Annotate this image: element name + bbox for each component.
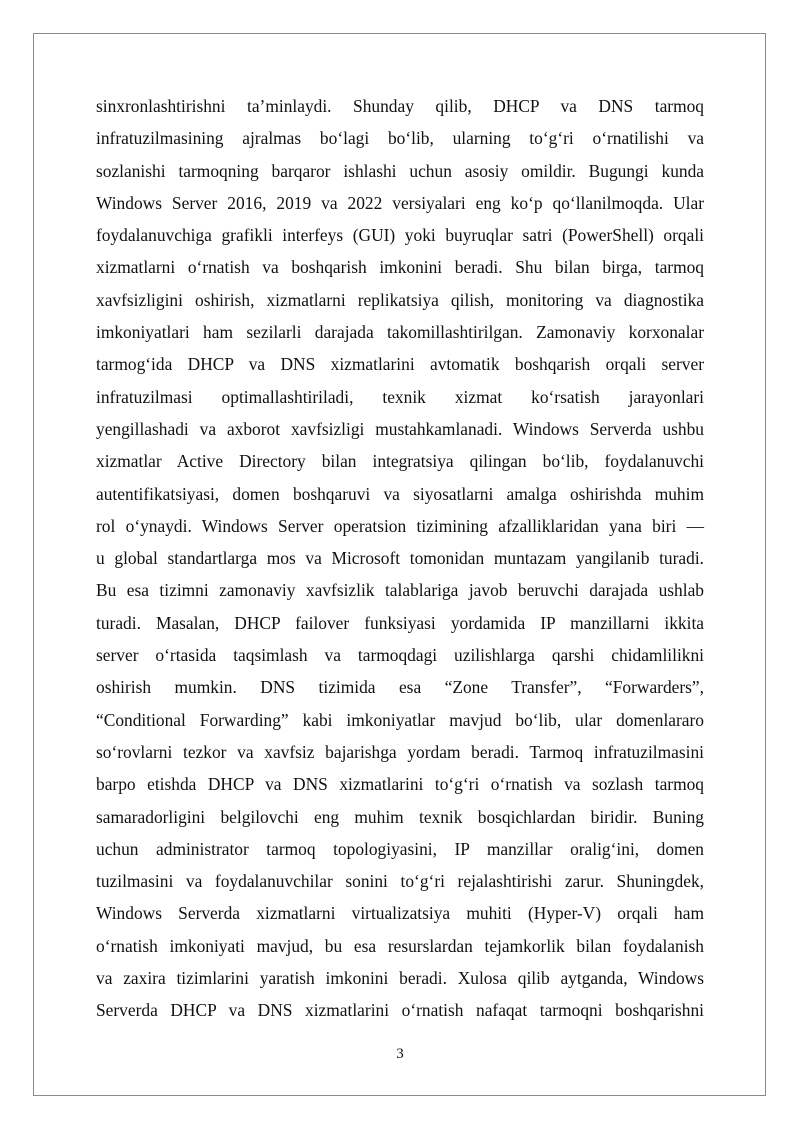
text-line: va zaxira tizimlarini yaratish imkonini beradi. Xulosa qilib aytganda, Windows — [96, 968, 704, 989]
text-line: u global standartlarga mos va Microsoft tomonidan muntazam yangilanib turadi. — [96, 548, 704, 569]
text-line: Bu esa tizimni zamonaviy xavfsizlik talablariga javob beruvchi darajada ushlab — [96, 580, 704, 601]
text-line: so‘rovlarni tezkor va xavfsiz bajarishga yordam beradi. Tarmoq infratuzilmasini — [96, 741, 704, 762]
text-line: yengillashadi va axborot xavfsizligi mustahkamlanadi. Windows Serverda ushbu — [96, 418, 704, 439]
text-line: infratuzilmasining ajralmas bo‘lagi bo‘lib, ularning to‘g‘ri o‘rnatilishi va — [96, 128, 704, 149]
text-line: xavfsizligini oshirish, xizmatlarni replikatsiya qilish, monitoring va diagnostika — [96, 289, 704, 310]
body-text — [96, 90, 704, 1027]
text-line: o‘rnatish imkoniyati mavjud, bu esa resurslardan tejamkorlik bilan foydalanish — [96, 935, 704, 956]
text-line: samaradorligini belgilovchi eng muhim texnik bosqichlardan biridir. Buning — [96, 806, 704, 827]
text-line: barpo etishda DHCP va DNS xizmatlarini to‘g‘ri o‘rnatish va sozlash tarmoq — [96, 774, 704, 795]
text-line: Serverda DHCP va DNS xizmatlarini o‘rnatish nafaqat tarmoqni boshqarishni — [96, 1000, 704, 1021]
text-line: Windows Server 2016, 2019 va 2022 versiyalari eng ko‘p qo‘llanilmoqda. Ular — [96, 192, 704, 213]
text-line: infratuzilmasi optimallashtiriladi, texnik xizmat ko‘rsatish jarayonlari — [96, 386, 704, 407]
text-line: imkoniyatlari ham sezilarli darajada takomillashtirilgan. Zamonaviy korxonalar — [96, 322, 704, 343]
text-line: tarmog‘ida DHCP va DNS xizmatlarini avtomatik boshqarish orqali server — [96, 354, 704, 375]
page-number: 3 — [396, 1046, 404, 1062]
text-line: xizmatlar Active Directory bilan integratsiya qilingan bo‘lib, foydalanuvchi — [96, 451, 704, 472]
text-line: tuzilmasini va foydalanuvchilar sonini to‘g‘ri rejalashtirishi zarur. Shuningdek, — [96, 871, 704, 892]
text-line: sinxronlashtirishni ta’minlaydi. Shunday qilib, DHCP va DNS tarmoq — [96, 96, 704, 116]
text-line: sozlanishi tarmoqning barqaror ishlashi uchun asosiy omildir. Bugungi kunda — [96, 160, 704, 181]
text-line: Windows Serverda xizmatlarni virtualizatsiya muhiti (Hyper-V) orqali ham — [96, 903, 704, 924]
text-line: autentifikatsiyasi, domen boshqaruvi va siyosatlarni amalga oshirishda muhim — [96, 483, 704, 504]
text-line: “Conditional Forwarding” kabi imkoniyatlar mavjud bo‘lib, ular domenlararo — [96, 709, 704, 730]
text-line: foydalanuvchiga grafikli interfeys (GUI) yoki buyruqlar satri (PowerShell) orqali — [96, 225, 704, 246]
text-line: uchun administrator tarmoq topologiyasini, IP manzillar oralig‘ini, domen — [96, 838, 704, 859]
text-line: rol o‘ynaydi. Windows Server operatsion tizimining afzalliklaridan yana biri — — [96, 515, 704, 536]
text-line: server o‘rtasida taqsimlash va tarmoqdagi uzilishlarga qarshi chidamlilikni — [96, 645, 704, 666]
text-line: oshirish mumkin. DNS tizimida esa “Zone Transfer”, “Forwarders”, — [96, 677, 704, 698]
text-line: turadi. Masalan, DHCP failover funksiyasi yordamida IP manzillarni ikkita — [96, 612, 704, 633]
text-line: xizmatlarni o‘rnatish va boshqarish imkonini beradi. Shu bilan birga, tarmoq — [96, 257, 704, 278]
